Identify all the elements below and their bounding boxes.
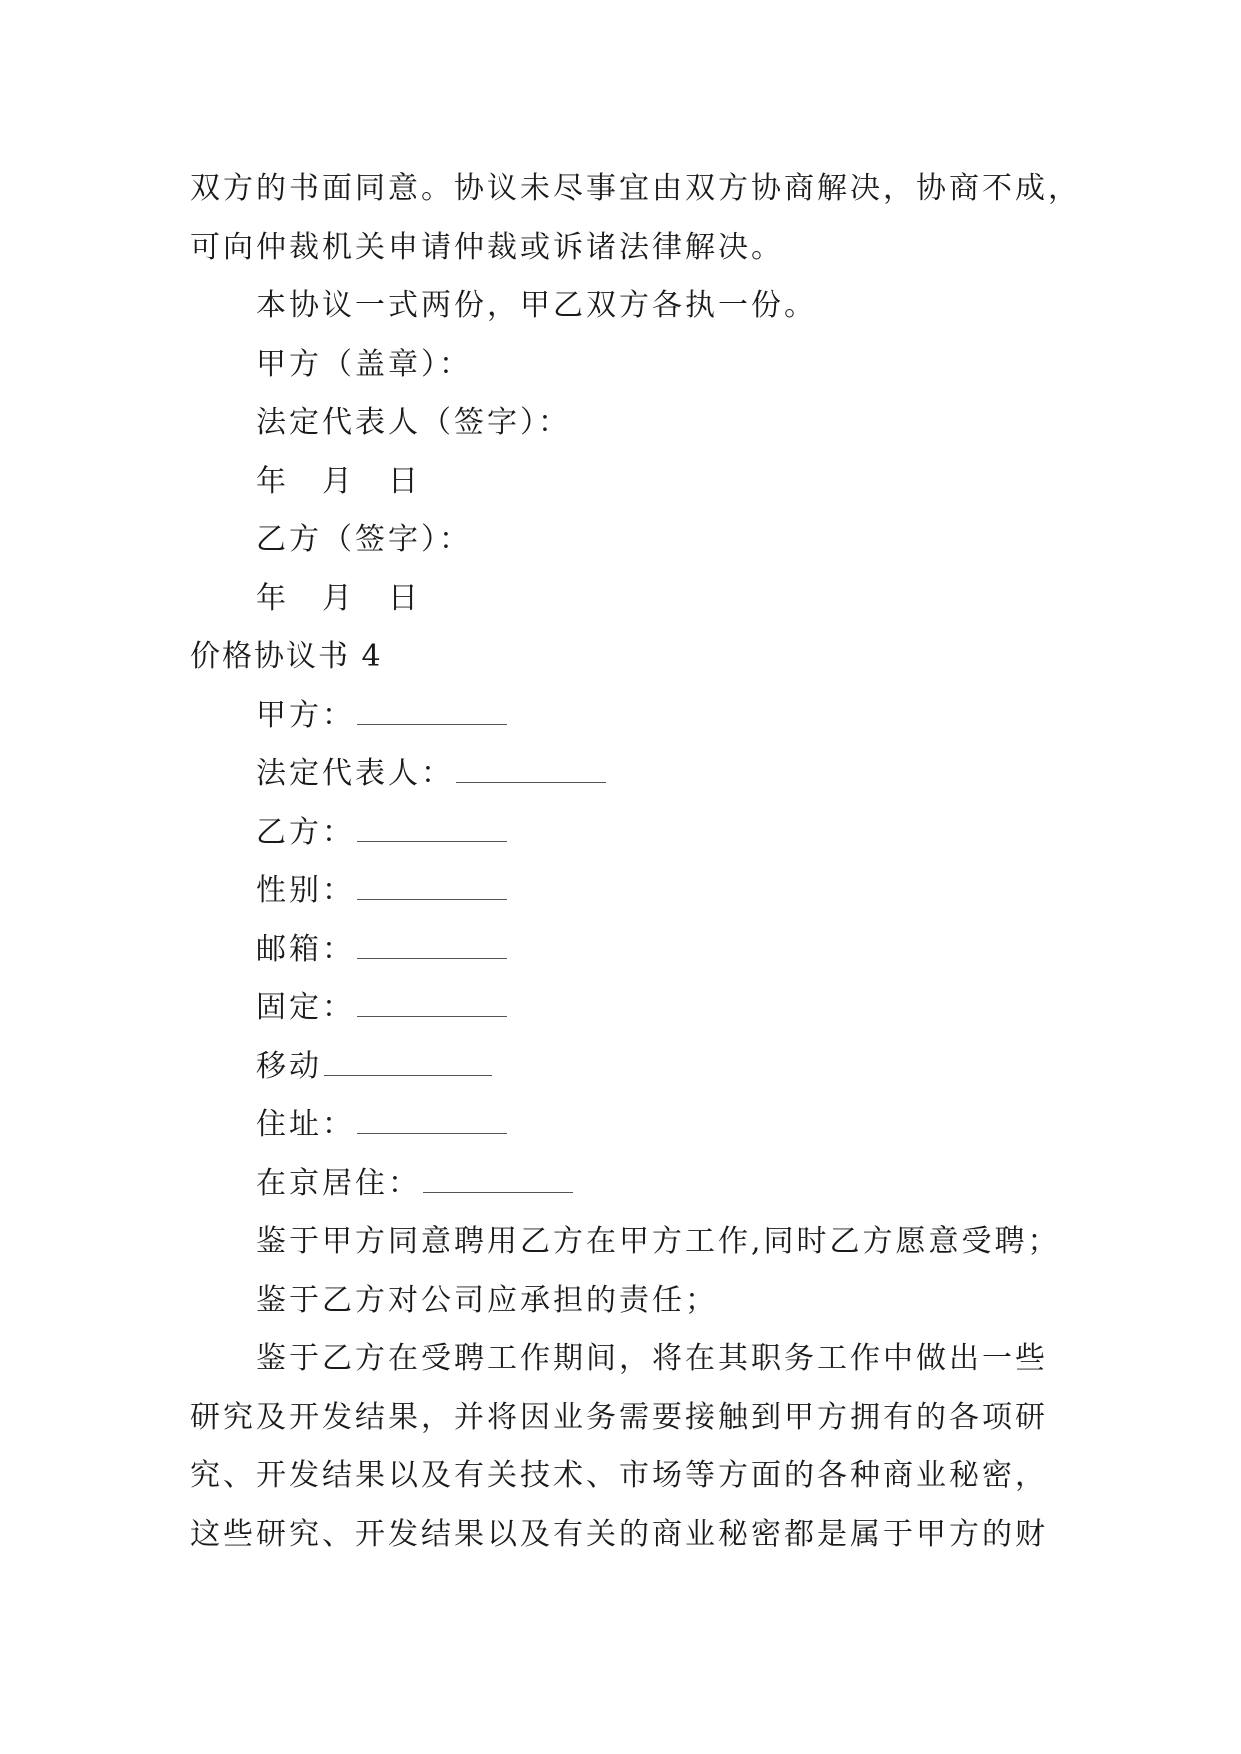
form-field-party-a: [190, 687, 1050, 746]
signature-line-party-a: 甲方（盖章）：: [256, 346, 472, 382]
paragraph-line: 研究及开发结果，并将因业务需要接触到甲方拥有的各项研: [190, 1399, 1048, 1435]
fill-in-blank: [357, 1107, 507, 1134]
field-label: 移动: [256, 1048, 322, 1084]
fill-in-blank: [456, 756, 606, 783]
fill-in-blank: [357, 990, 507, 1017]
form-field-party-b: [190, 804, 1050, 863]
fill-in-blank: [423, 1166, 573, 1193]
paragraph-line: 究、开发结果以及有关技术、市场等方面的各种商业秘密，: [190, 1458, 1048, 1493]
section-heading: 价格协议书 4: [190, 639, 383, 674]
form-field-legal-rep: [190, 745, 1050, 804]
field-label: 乙方：: [256, 814, 355, 850]
field-label: 固定：: [256, 990, 355, 1025]
paragraph-line: 这些研究、开发结果以及有关的商业秘密都是属于甲方的财: [190, 1516, 1048, 1552]
date-line: 年 月 日: [256, 580, 421, 616]
form-field-address: [190, 1096, 1050, 1155]
paragraph-line: 双方的书面同意。协议未尽事宜由双方协商解决，协商不成，: [190, 171, 1081, 206]
date-line: 年 月 日: [256, 463, 421, 499]
form-field-email: [190, 921, 1050, 980]
form-field-beijing-residence: [190, 1155, 1050, 1214]
paragraph-line: 鉴于甲方同意聘用乙方在甲方工作,同时乙方愿意受聘；: [256, 1224, 1061, 1259]
paragraph-line: 鉴于乙方在受聘工作期间，将在其职务工作中做出一些: [256, 1341, 1048, 1376]
paragraph-line: 可向仲裁机关申请仲裁或诉诸法律解决。: [190, 229, 784, 265]
fill-in-blank: [357, 698, 507, 725]
field-label: 住址：: [256, 1107, 355, 1142]
field-label: 邮箱：: [256, 931, 355, 967]
field-label: 在京居住：: [256, 1165, 421, 1201]
field-label: 法定代表人：: [256, 756, 454, 791]
paragraph-line: 鉴于乙方对公司应承担的责任；: [256, 1282, 718, 1318]
signature-line-party-b: 乙方（签字）：: [256, 522, 472, 557]
form-field-gender: [190, 862, 1050, 921]
document-body: [190, 160, 1081, 1564]
form-field-mobile: [190, 1038, 1050, 1097]
fill-in-blank: [357, 815, 507, 842]
form-field-landline: [190, 979, 1050, 1038]
field-label: 性别：: [256, 873, 355, 908]
paragraph-line: 本协议一式两份，甲乙双方各执一份。: [256, 288, 817, 323]
fill-in-blank: [357, 932, 507, 959]
fill-in-blank: [357, 873, 507, 900]
field-label: 甲方：: [256, 697, 355, 733]
signature-line-legal-rep: 法定代表人（签字）：: [256, 405, 571, 440]
fill-in-blank: [324, 1049, 492, 1076]
